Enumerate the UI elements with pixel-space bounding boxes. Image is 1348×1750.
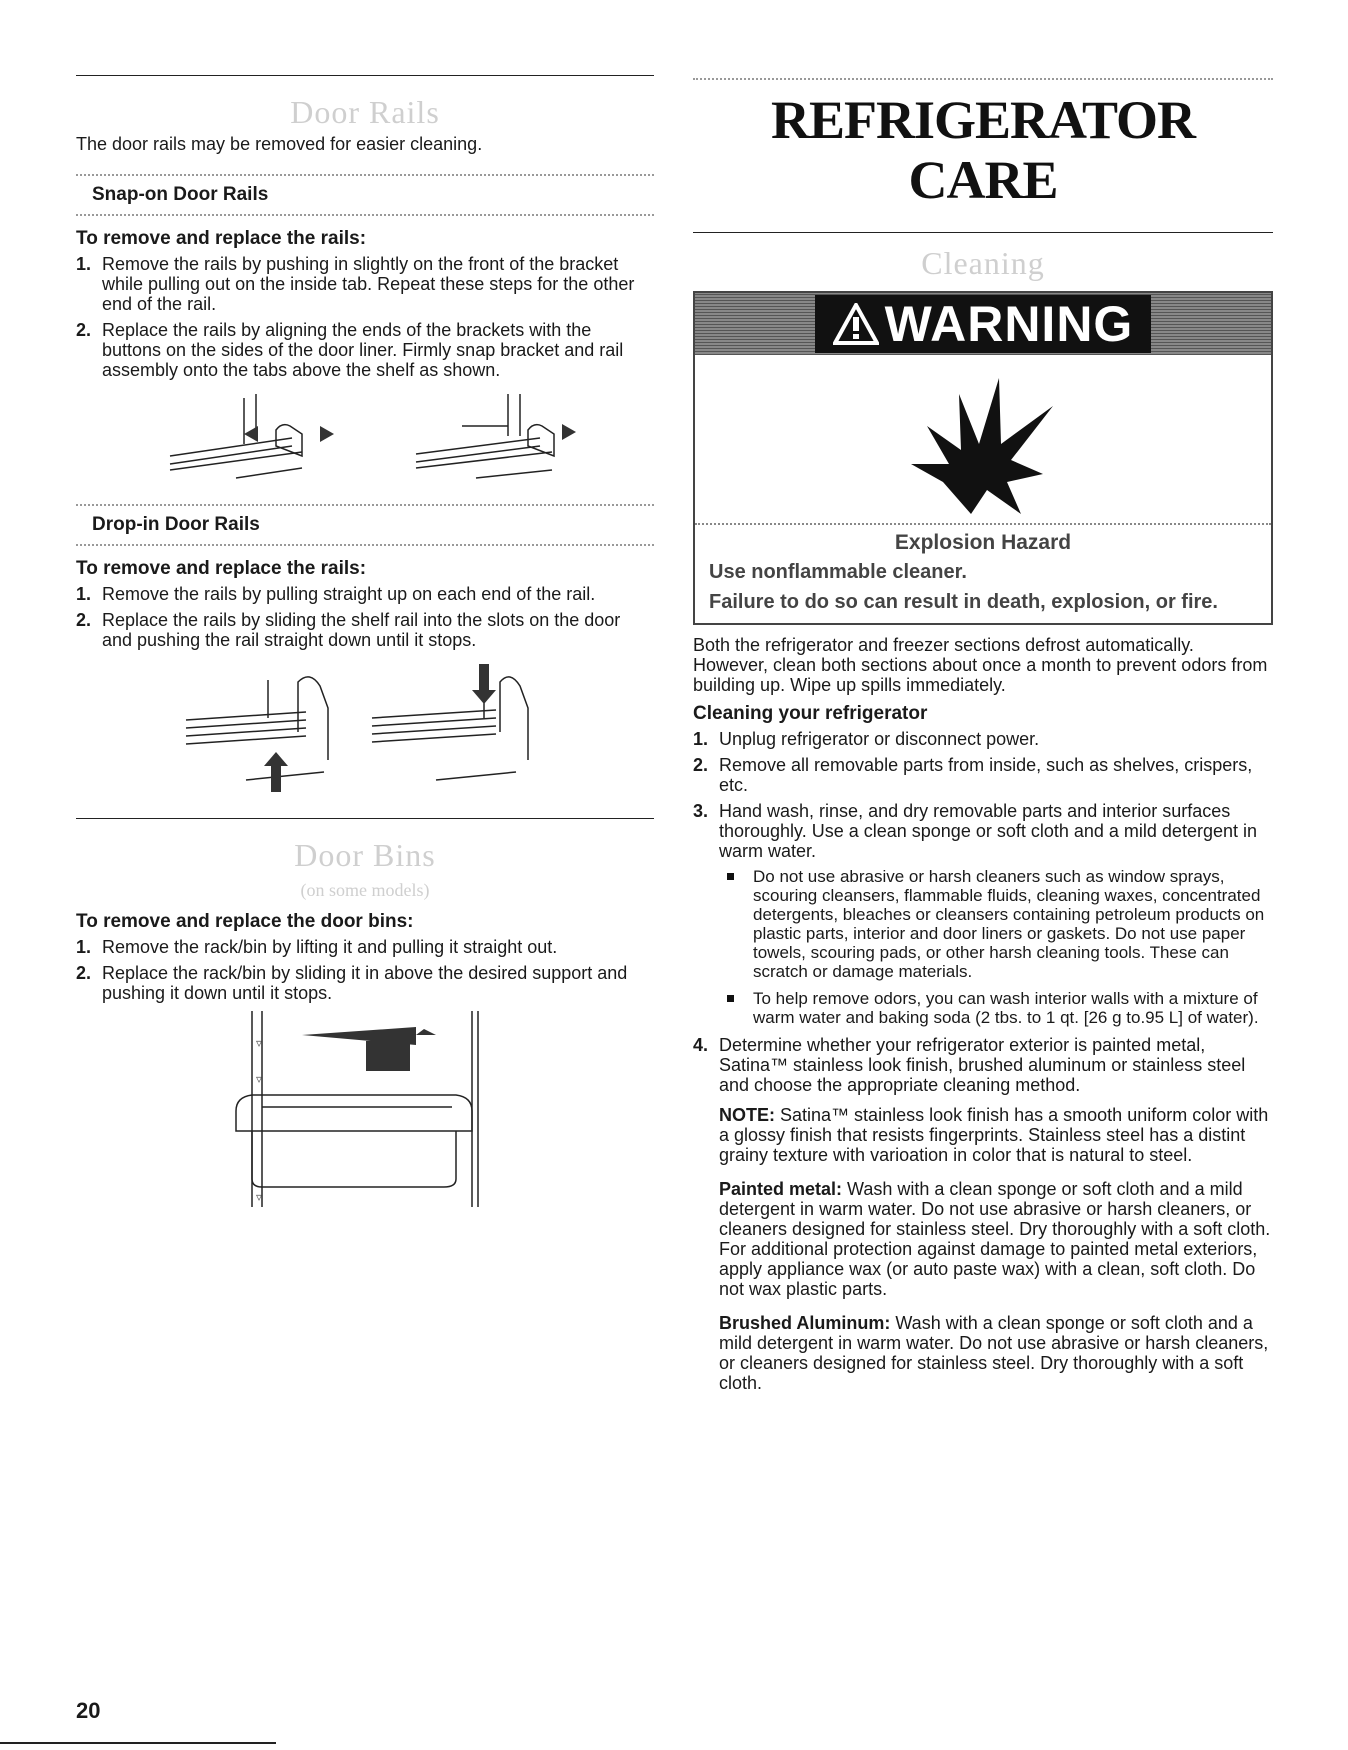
divider bbox=[693, 232, 1273, 233]
list-item bbox=[76, 937, 654, 957]
door-bins-steps bbox=[76, 937, 654, 1003]
snap-on-heading: Snap-on Door Rails bbox=[92, 184, 269, 205]
page-title: REFRIGERATOR CARE bbox=[770, 90, 1196, 210]
door-bin-illustration bbox=[76, 1011, 654, 1211]
explosion-symbol-area bbox=[695, 355, 1271, 525]
hazard-title: Explosion Hazard bbox=[894, 531, 1072, 554]
top-rule bbox=[76, 75, 654, 76]
door-rails-intro: The door rails may be removed for easier cleaning. bbox=[76, 134, 483, 154]
step-text: Replace the rails by aligning the ends of the brackets with the buttons on the sides of the door liner. Firmly snap bracket and rail assembly onto the tabs above the shelf as shown. bbox=[102, 320, 624, 380]
divider bbox=[76, 214, 654, 216]
step-number: 1. bbox=[693, 729, 709, 749]
brushed-aluminum-paragraph bbox=[719, 1313, 1273, 1393]
cleaning-intro: Both the refrigerator and freezer sections defrost automatically. However, clean both sections about once a month to prevent odors from building up. Wipe up spills immediately. bbox=[693, 635, 1268, 695]
step-number: 1. bbox=[76, 937, 92, 957]
warning-triangle-icon bbox=[833, 303, 879, 345]
brushed-label: Brushed Aluminum: bbox=[719, 1313, 891, 1333]
list-item bbox=[76, 610, 654, 650]
step-number: 1. bbox=[76, 584, 92, 604]
step-number: 2. bbox=[76, 320, 92, 340]
page-number: 20 bbox=[76, 1698, 101, 1723]
step-number: 4. bbox=[693, 1035, 709, 1055]
divider bbox=[76, 544, 654, 546]
warning-box bbox=[693, 291, 1273, 625]
list-item: Do not use abrasive or harsh cleaners such as window sprays, scouring cleansers, flammable fluids, cleaning waxes, concentrated detergents, bleaches or cleansers containing petroleum products on plastic parts, interior and door liners or gaskets. Do not use paper towels, scouring pads, or other harsh cleaning tools. These can scratch or damage materials. bbox=[719, 867, 1273, 981]
drop-in-steps bbox=[76, 584, 654, 650]
step-number: 1. bbox=[76, 254, 92, 274]
cleaning-bullets bbox=[719, 867, 1273, 1027]
cleaning-steps bbox=[693, 729, 1273, 1393]
procedure-title: To remove and replace the door bins: bbox=[76, 911, 414, 932]
note-label: NOTE: bbox=[719, 1105, 775, 1125]
step-text: Unplug refrigerator or disconnect power. bbox=[719, 729, 1040, 749]
step-text: Replace the rails by sliding the shelf rail into the slots on the door and pushing the rail straight down until it stops. bbox=[102, 610, 621, 650]
step-text: Remove the rails by pulling straight up on each end of the rail. bbox=[102, 584, 596, 604]
list-item bbox=[693, 801, 1273, 1027]
step-number: 3. bbox=[693, 801, 709, 821]
warning-line-2: Failure to do so can result in death, explosion, or fire. bbox=[709, 591, 1218, 613]
drop-in-heading: Drop-in Door Rails bbox=[92, 514, 260, 535]
step-text: Hand wash, rinse, and dry removable parts and interior surfaces thoroughly. Use a clean sponge or soft cloth and a mild detergent in warm water. bbox=[719, 801, 1257, 861]
cleaning-heading: Cleaning your refrigerator bbox=[693, 703, 928, 724]
list-item bbox=[693, 1035, 1273, 1393]
step-number: 2. bbox=[693, 755, 709, 775]
list-item bbox=[693, 755, 1273, 795]
step-number: 2. bbox=[76, 963, 92, 983]
step-text: Determine whether your refrigerator exterior is painted metal, Satina™ stainless look finish, brushed aluminum or stainless steel and choose the appropriate cleaning method. bbox=[719, 1035, 1246, 1095]
svg-text:▿: ▿ bbox=[256, 1072, 263, 1086]
note-paragraph bbox=[719, 1105, 1273, 1165]
list-item bbox=[76, 584, 654, 604]
door-rails-title: Door Rails bbox=[290, 94, 440, 130]
svg-text:▿: ▿ bbox=[256, 1036, 263, 1050]
left-column bbox=[76, 0, 654, 1211]
step-text: Replace the rack/bin by sliding it in above the desired support and pushing it down until it stops. bbox=[102, 963, 628, 1003]
list-item bbox=[693, 729, 1273, 749]
door-bins-title: Door Bins bbox=[294, 837, 436, 873]
snap-on-steps bbox=[76, 254, 654, 380]
warning-line-1: Use nonflammable cleaner. bbox=[709, 561, 967, 583]
warning-banner bbox=[695, 293, 1271, 355]
bottom-rule bbox=[0, 1742, 276, 1744]
explosion-icon bbox=[903, 364, 1063, 514]
list-item bbox=[76, 320, 654, 380]
step-text: Remove all removable parts from inside, such as shelves, crispers, etc. bbox=[719, 755, 1253, 795]
step-number: 2. bbox=[76, 610, 92, 630]
warning-label: WARNING bbox=[884, 296, 1134, 352]
painted-text: Wash with a clean sponge or soft cloth and a mild detergent in warm water. Do not use abrasive or harsh cleaners, or cleaners designed for stainless steel. Dry thoroughly with a soft cloth. For additional protection against damage to painted metal exteriors, apply appliance wax (or auto paste wax) with a clean, soft cloth. Do not wax plastic parts. bbox=[719, 1179, 1271, 1299]
procedure-title: To remove and replace the rails: bbox=[76, 228, 367, 249]
door-bins-subtitle: (on some models) bbox=[300, 880, 430, 900]
right-column bbox=[693, 0, 1273, 1399]
step-text: Remove the rack/bin by lifting it and pulling it straight out. bbox=[102, 937, 558, 957]
painted-label: Painted metal: bbox=[719, 1179, 843, 1199]
cleaning-title: Cleaning bbox=[921, 245, 1045, 281]
divider bbox=[76, 818, 654, 819]
list-item bbox=[76, 254, 654, 314]
note-text: Satina™ stainless look finish has a smooth uniform color with a glossy finish that resists fingerprints. Stainless steel has a distint grainy texture with varioation in color that is natural to steel. bbox=[719, 1105, 1269, 1165]
procedure-title: To remove and replace the rails: bbox=[76, 558, 367, 579]
top-rule bbox=[693, 78, 1273, 80]
drop-in-rail-illustration bbox=[76, 660, 654, 800]
brushed-text: Wash with a clean sponge or soft cloth and a mild detergent in warm water. Do not use abrasive or harsh cleaners, or cleaners designed for stainless steel. Dry thoroughly with a soft cloth. bbox=[719, 1313, 1269, 1393]
list-item: To help remove odors, you can wash interior walls with a mixture of warm water and baking soda (2 tbs. to 1 qt. [26 g to.95 L] of water). bbox=[719, 989, 1273, 1027]
step-text: Remove the rails by pushing in slightly on the front of the bracket while pulling out on the inside tab. Repeat these steps for the other end of the rail. bbox=[102, 254, 635, 314]
snap-on-rail-illustration bbox=[76, 386, 654, 496]
list-item bbox=[76, 963, 654, 1003]
svg-text:▿: ▿ bbox=[256, 1190, 263, 1204]
painted-metal-paragraph bbox=[719, 1179, 1273, 1299]
